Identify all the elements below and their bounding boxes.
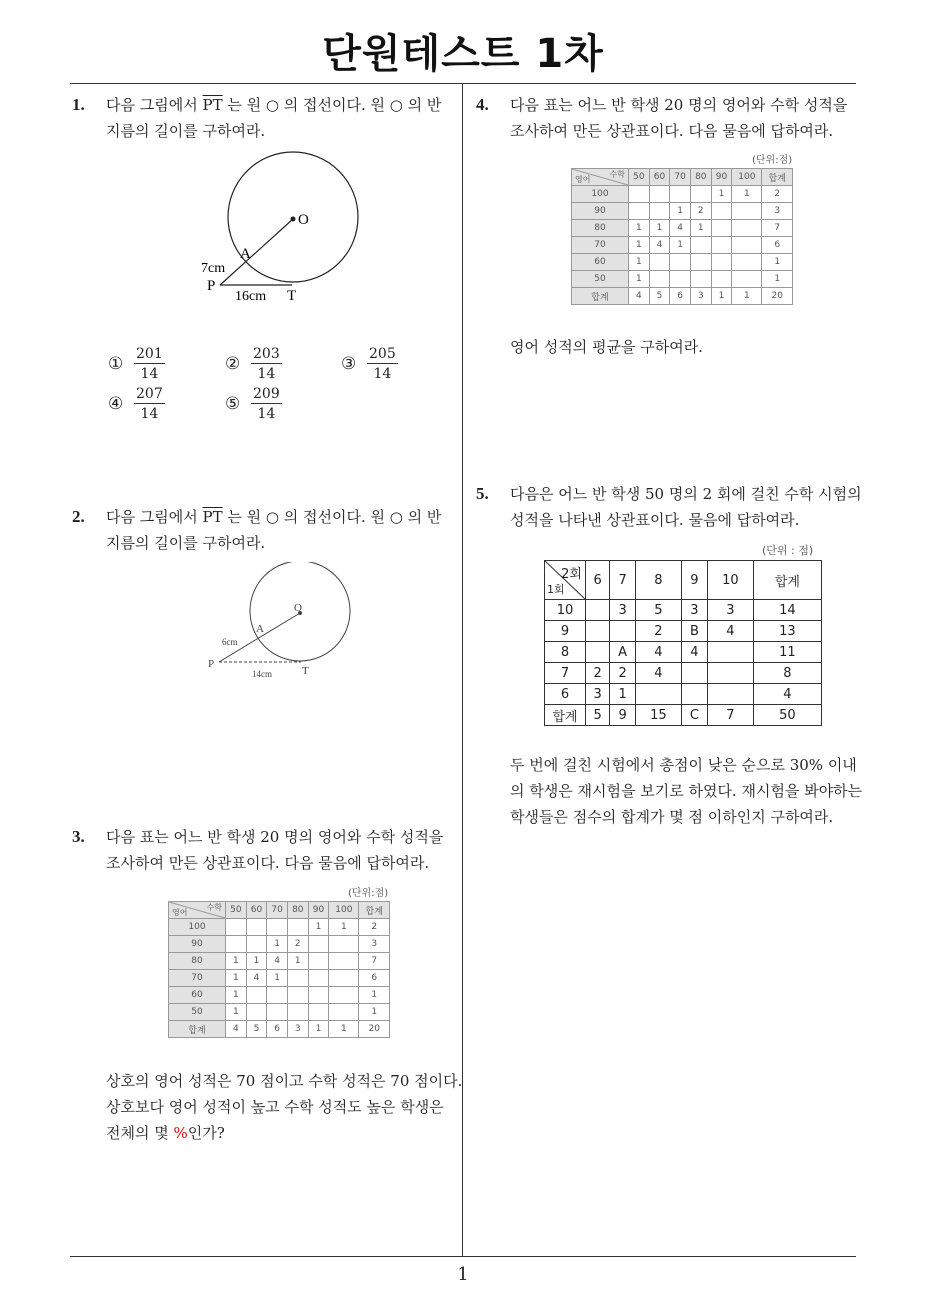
cell: 5 <box>246 1021 267 1038</box>
cell <box>287 1004 308 1021</box>
total-row <box>169 1021 390 1038</box>
cell <box>681 663 707 684</box>
total-row <box>545 705 822 726</box>
cell: 9 <box>610 705 636 726</box>
text-part: 두 번에 걸친 시험에서 총점이 낮은 순으로 30% 이내 <box>510 756 857 774</box>
cell <box>690 271 711 288</box>
numerator: 209 <box>253 386 280 402</box>
col-header: 8 <box>636 561 682 600</box>
cell <box>308 970 329 987</box>
cell <box>226 919 247 936</box>
cell <box>708 642 754 663</box>
cell: 1 <box>762 271 793 288</box>
question-text <box>510 92 847 144</box>
numerator: 207 <box>136 386 163 402</box>
cell: 13 <box>753 621 821 642</box>
cell <box>246 1004 267 1021</box>
label-a: A <box>256 623 264 635</box>
col-header: 9 <box>681 561 707 600</box>
cell: 2 <box>690 203 711 220</box>
cell: 4 <box>636 642 682 663</box>
cell <box>711 271 732 288</box>
corner-cell <box>545 561 586 600</box>
corner-bottom-label: 영어 <box>172 908 188 917</box>
col-header: 70 <box>267 902 288 919</box>
cell: 6 <box>670 288 691 305</box>
col-header: 합계 <box>753 561 821 600</box>
col-header: 50 <box>629 169 650 186</box>
fraction <box>134 386 165 422</box>
question-5 <box>476 481 876 541</box>
q3-correlation-table <box>168 901 390 1038</box>
cell: 1 <box>226 970 247 987</box>
label-pa-length: 6cm <box>222 637 238 647</box>
text-part: 인가? <box>187 1124 225 1142</box>
header-row <box>572 169 793 186</box>
cell: B <box>681 621 707 642</box>
label-pa-length: 7cm <box>201 261 226 276</box>
cell <box>732 237 762 254</box>
col-header: 80 <box>690 169 711 186</box>
cell: 4 <box>670 220 691 237</box>
table-row <box>572 186 793 203</box>
table-row <box>169 1004 390 1021</box>
choice-mark: ④ <box>108 394 124 414</box>
table-row <box>169 987 390 1004</box>
cell: 2 <box>586 663 610 684</box>
row-header: 6 <box>545 684 586 705</box>
cell <box>636 684 682 705</box>
col-header: 합계 <box>359 902 390 919</box>
question-5-prompt <box>510 752 890 832</box>
cell <box>711 203 732 220</box>
cell: 4 <box>246 970 267 987</box>
numerator: 205 <box>369 346 396 362</box>
cell: 1 <box>732 186 762 203</box>
cell <box>629 186 650 203</box>
cell <box>690 186 711 203</box>
cell: 4 <box>226 1021 247 1038</box>
cell: 1 <box>610 684 636 705</box>
col-header: 70 <box>670 169 691 186</box>
corner-bottom-label: 1회 <box>547 583 565 596</box>
cell <box>732 271 762 288</box>
text-part: 다음은 어느 반 학생 50 명의 2 회에 걸친 수학 시험의 <box>510 485 862 503</box>
fraction <box>251 346 282 382</box>
text-part: 다음 그림에서 <box>106 96 203 114</box>
cell <box>649 186 670 203</box>
cell <box>649 203 670 220</box>
row-header: 9 <box>545 621 586 642</box>
header-row <box>545 561 822 600</box>
cell <box>287 987 308 1004</box>
cell <box>226 936 247 953</box>
row-header: 100 <box>169 919 226 936</box>
cell: 5 <box>636 600 682 621</box>
table-row <box>545 642 822 663</box>
q2-circle-figure <box>200 562 360 684</box>
cell <box>711 254 732 271</box>
cell: 3 <box>287 1021 308 1038</box>
cell: 4 <box>636 663 682 684</box>
label-p: P <box>208 658 215 670</box>
cell: 1 <box>329 1021 359 1038</box>
percent-highlight: % <box>173 1124 188 1142</box>
row-header: 90 <box>169 936 226 953</box>
question-2 <box>72 504 457 564</box>
denominator: 14 <box>257 366 276 382</box>
cell <box>329 970 359 987</box>
cell <box>670 186 691 203</box>
text-part: 상호보다 영어 성적이 높고 수학 성적도 높은 학생은 <box>106 1098 444 1116</box>
table-row <box>572 254 793 271</box>
line-op <box>220 219 293 285</box>
cell: 1 <box>649 220 670 237</box>
col-header: 60 <box>246 902 267 919</box>
label-pt-length: 16cm <box>235 289 267 304</box>
label-p: P <box>207 278 216 294</box>
choice-3[interactable] <box>341 346 398 382</box>
text-part: 상호의 영어 성적은 70 점이고 수학 성적은 70 점이다. <box>106 1072 463 1090</box>
cell <box>329 953 359 970</box>
question-3 <box>72 824 457 884</box>
cell <box>610 621 636 642</box>
corner-top-label: 수학 <box>206 903 222 912</box>
table-row <box>169 953 390 970</box>
question-text <box>106 824 443 876</box>
text-part: 지름의 길이를 구하여라. <box>106 534 266 552</box>
table-unit: (단위:점) <box>348 888 389 899</box>
col-header: 50 <box>226 902 247 919</box>
text-part: 다음 표는 어느 반 학생 20 명의 영어와 수학 성적을 <box>510 96 848 114</box>
col-header: 6 <box>586 561 610 600</box>
cell: 1 <box>690 220 711 237</box>
cell: 7 <box>708 705 754 726</box>
cell: 4 <box>629 288 650 305</box>
cell: 4 <box>681 642 707 663</box>
corner-top-label: 수학 <box>609 170 625 179</box>
choice-mark: ⑤ <box>225 394 241 414</box>
table-row <box>572 203 793 220</box>
row-header: 70 <box>572 237 629 254</box>
cell: 3 <box>586 684 610 705</box>
denominator: 14 <box>257 406 276 422</box>
text-part: 전체의 몇 <box>106 1124 174 1142</box>
cell: 4 <box>649 237 670 254</box>
question-4-prompt: 영어 성적의 평균을 구하여라. <box>510 338 703 356</box>
cell: 2 <box>762 186 793 203</box>
question-number: 2. <box>72 507 85 526</box>
cell <box>287 919 308 936</box>
label-a: A <box>240 246 251 262</box>
text-part: 지름의 길이를 구하여라. <box>106 122 266 140</box>
cell <box>690 237 711 254</box>
table-row <box>169 919 390 936</box>
cell <box>246 936 267 953</box>
cell <box>711 220 732 237</box>
col-header: 90 <box>308 902 329 919</box>
cell <box>670 271 691 288</box>
question-number: 5. <box>476 484 489 503</box>
cell: 3 <box>708 600 754 621</box>
cell: 1 <box>226 1004 247 1021</box>
cell <box>732 220 762 237</box>
prompt-text <box>106 1068 462 1146</box>
cell: 4 <box>267 953 288 970</box>
col-header: 합계 <box>762 169 793 186</box>
label-t: T <box>302 665 309 677</box>
cell <box>308 936 329 953</box>
cell: 1 <box>359 987 390 1004</box>
row-header: 80 <box>572 220 629 237</box>
label-pt-length: 14cm <box>252 669 272 679</box>
cell: 15 <box>636 705 682 726</box>
corner-bottom-label: 영어 <box>575 175 591 184</box>
page-title: 단원테스트 1차 <box>322 31 604 77</box>
choice-5[interactable] <box>225 386 282 422</box>
table-row <box>572 271 793 288</box>
question-number: 4. <box>476 95 489 114</box>
cell: A <box>610 642 636 663</box>
question-text <box>106 92 441 144</box>
question-4 <box>476 92 876 152</box>
question-text <box>106 504 441 556</box>
question-number: 1. <box>72 95 85 114</box>
q5-correlation-table <box>544 560 822 726</box>
cell: 1 <box>246 953 267 970</box>
table-row <box>572 237 793 254</box>
header-divider <box>70 83 856 84</box>
cell <box>267 987 288 1004</box>
denominator: 14 <box>140 406 159 422</box>
table-row <box>545 621 822 642</box>
cell: 3 <box>762 203 793 220</box>
cell: 1 <box>267 936 288 953</box>
label-o: O <box>294 602 302 614</box>
denominator: 14 <box>140 366 159 382</box>
fraction <box>251 386 282 422</box>
text-part: 조사하여 만든 상관표이다. 다음 물음에 답하여라. <box>106 854 430 872</box>
label-t: T <box>287 288 297 304</box>
choice-mark: ① <box>108 354 124 374</box>
cell: 1 <box>670 237 691 254</box>
cell: 5 <box>649 288 670 305</box>
denominator: 14 <box>373 366 392 382</box>
cell: 1 <box>762 254 793 271</box>
cell: 1 <box>711 186 732 203</box>
cell: 1 <box>226 953 247 970</box>
text-part: 조사하여 만든 상관표이다. 다음 물음에 답하여라. <box>510 122 834 140</box>
footer-divider <box>70 1256 856 1257</box>
text-part: 성적을 나타낸 상관표이다. 물음에 답하여라. <box>510 511 800 529</box>
row-header: 50 <box>572 271 629 288</box>
cell: 1 <box>732 288 762 305</box>
q1-circle-figure <box>190 150 380 310</box>
cell: 7 <box>762 220 793 237</box>
corner-cell <box>169 902 226 919</box>
cell: C <box>681 705 707 726</box>
numerator: 201 <box>136 346 163 362</box>
cell: 3 <box>681 600 707 621</box>
cell <box>246 987 267 1004</box>
label-o: O <box>298 212 309 228</box>
cell: 1 <box>670 203 691 220</box>
row-header: 10 <box>545 600 586 621</box>
prompt-text <box>510 752 862 830</box>
cell <box>732 203 762 220</box>
choice-mark: ② <box>225 354 241 374</box>
table-row <box>545 600 822 621</box>
row-header: 합계 <box>572 288 629 305</box>
cell <box>711 237 732 254</box>
question-number: 3. <box>72 827 85 846</box>
cell: 1 <box>359 1004 390 1021</box>
table-row <box>545 663 822 684</box>
cell: 11 <box>753 642 821 663</box>
col-header: 60 <box>649 169 670 186</box>
table-row <box>169 936 390 953</box>
cell: 2 <box>359 919 390 936</box>
row-header: 합계 <box>169 1021 226 1038</box>
cell <box>649 254 670 271</box>
cell: 3 <box>690 288 711 305</box>
question-3-prompt <box>106 1068 461 1148</box>
text-part: 는 원 ○ 의 접선이다. 원 ○ 의 반 <box>222 96 442 114</box>
cell <box>708 684 754 705</box>
cell <box>329 936 359 953</box>
table-row <box>572 220 793 237</box>
cell <box>690 254 711 271</box>
row-header: 8 <box>545 642 586 663</box>
cell <box>732 254 762 271</box>
cell <box>329 987 359 1004</box>
question-text <box>510 481 862 533</box>
cell: 5 <box>586 705 610 726</box>
corner-cell <box>572 169 629 186</box>
table-unit: (단위:점) <box>752 155 793 166</box>
text-part: 학생들은 점수의 합계가 몇 점 이하인지 구하여라. <box>510 808 834 826</box>
table-unit: (단위 : 점) <box>762 544 814 557</box>
table-row <box>169 970 390 987</box>
cell: 1 <box>267 970 288 987</box>
cell <box>308 1004 329 1021</box>
question-1 <box>72 92 457 152</box>
cell <box>586 642 610 663</box>
cell <box>267 1004 288 1021</box>
numerator: 203 <box>253 346 280 362</box>
cell: 1 <box>226 987 247 1004</box>
cell: 1 <box>629 220 650 237</box>
header-row <box>169 902 390 919</box>
cell: 2 <box>610 663 636 684</box>
cell: 1 <box>629 237 650 254</box>
cell <box>629 203 650 220</box>
col-header: 7 <box>610 561 636 600</box>
col-header: 100 <box>329 902 359 919</box>
col-header: 90 <box>711 169 732 186</box>
cell: 1 <box>308 919 329 936</box>
cell <box>246 919 267 936</box>
choice-4[interactable] <box>108 386 165 422</box>
cell: 1 <box>308 1021 329 1038</box>
cell: 6 <box>359 970 390 987</box>
text-part: 의 학생은 재시험을 보기로 하였다. 재시험을 봐야하는 <box>510 782 863 800</box>
row-header: 50 <box>169 1004 226 1021</box>
fraction <box>134 346 165 382</box>
col-header: 80 <box>287 902 308 919</box>
choice-1[interactable] <box>108 346 165 382</box>
table-row <box>545 684 822 705</box>
cell <box>681 684 707 705</box>
segment-pt: $\overline{PT}$ <box>202 508 223 526</box>
col-header: 10 <box>708 561 754 600</box>
row-header: 60 <box>169 987 226 1004</box>
cell: 7 <box>359 953 390 970</box>
cell <box>308 987 329 1004</box>
cell <box>308 953 329 970</box>
fraction <box>367 346 398 382</box>
cell: 20 <box>762 288 793 305</box>
cell: 1 <box>629 254 650 271</box>
cell: 50 <box>753 705 821 726</box>
row-header: 7 <box>545 663 586 684</box>
cell <box>586 600 610 621</box>
cell <box>708 663 754 684</box>
cell: 3 <box>610 600 636 621</box>
q4-correlation-table <box>571 168 793 305</box>
row-header: 합계 <box>545 705 586 726</box>
text-part: 다음 표는 어느 반 학생 20 명의 영어와 수학 성적을 <box>106 828 444 846</box>
cell: 1 <box>287 953 308 970</box>
choice-mark: ③ <box>341 354 357 374</box>
cell: 1 <box>329 919 359 936</box>
row-header: 70 <box>169 970 226 987</box>
cell: 2 <box>636 621 682 642</box>
cell <box>287 970 308 987</box>
corner-top-label: 2회 <box>561 567 582 582</box>
cell: 3 <box>359 936 390 953</box>
total-row <box>572 288 793 305</box>
segment-pt: $\overline{PT}$ <box>202 96 223 114</box>
cell: 1 <box>629 271 650 288</box>
page-number: 1 <box>457 1264 469 1285</box>
cell: 4 <box>708 621 754 642</box>
cell <box>649 271 670 288</box>
row-header: 80 <box>169 953 226 970</box>
cell: 6 <box>267 1021 288 1038</box>
cell <box>586 621 610 642</box>
cell: 1 <box>711 288 732 305</box>
col-header: 100 <box>732 169 762 186</box>
cell: 14 <box>753 600 821 621</box>
cell: 6 <box>762 237 793 254</box>
cell: 8 <box>753 663 821 684</box>
cell: 4 <box>753 684 821 705</box>
row-header: 60 <box>572 254 629 271</box>
text-part: 는 원 ○ 의 접선이다. 원 ○ 의 반 <box>222 508 442 526</box>
cell: 2 <box>287 936 308 953</box>
row-header: 90 <box>572 203 629 220</box>
cell <box>670 254 691 271</box>
cell: 20 <box>359 1021 390 1038</box>
text-part: 다음 그림에서 <box>106 508 203 526</box>
cell <box>267 919 288 936</box>
row-header: 100 <box>572 186 629 203</box>
choice-2[interactable] <box>225 346 282 382</box>
cell <box>329 1004 359 1021</box>
